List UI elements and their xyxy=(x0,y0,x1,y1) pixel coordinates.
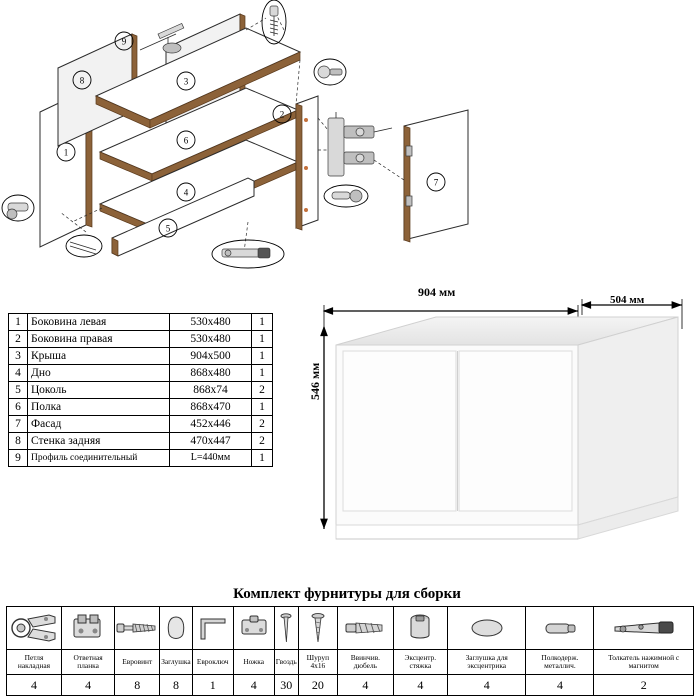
row-no: 7 xyxy=(9,416,28,433)
row-qty: 1 xyxy=(252,399,273,416)
cam-cap-icon xyxy=(467,614,507,642)
row-qty: 2 xyxy=(252,416,273,433)
row-qty: 2 xyxy=(252,433,273,450)
callout-3-label: 3 xyxy=(183,76,189,87)
row-size: 530x480 xyxy=(170,331,252,348)
table-row xyxy=(9,365,273,382)
kit-cell-icon xyxy=(447,607,525,650)
row-name: Цоколь xyxy=(28,382,170,399)
row-no: 2 xyxy=(9,331,28,348)
cap-plug-icon xyxy=(161,612,191,644)
hinge-plate-icon xyxy=(68,609,108,647)
kit-cell-icon xyxy=(393,607,447,650)
magnetic-catch-detail xyxy=(212,240,284,268)
table-row xyxy=(9,416,273,433)
depth-dimension-label: 504 мм xyxy=(610,294,645,306)
table-row xyxy=(9,450,273,467)
kit-cell-icon xyxy=(338,607,394,650)
row-name: Дно xyxy=(28,365,170,382)
kit-cell-icon xyxy=(160,607,192,650)
magnetic-catch-icon xyxy=(611,615,677,641)
row-no: 6 xyxy=(9,399,28,416)
kit-cell-icon xyxy=(594,607,694,650)
cam-lock-detail xyxy=(314,59,346,85)
euro-screw-detail xyxy=(262,0,286,44)
row-name: Боковина правая xyxy=(28,331,170,348)
kit-cell-label: Петля накладная xyxy=(7,650,62,675)
kit-cell-count: 4 xyxy=(338,675,394,696)
kit-cell-count: 4 xyxy=(526,675,594,696)
width-dimension-label: 904 мм xyxy=(418,285,456,299)
cabinet-door-right xyxy=(459,351,572,511)
cabinet-door-left xyxy=(343,351,456,511)
kit-cell-count: 4 xyxy=(447,675,525,696)
row-no: 5 xyxy=(9,382,28,399)
kit-cell-label: Заглушка для эксцентрика xyxy=(447,650,525,675)
row-name: Крыша xyxy=(28,348,170,365)
kit-cell-label: Шуруп 4х16 xyxy=(298,650,337,675)
row-no: 9 xyxy=(9,450,28,467)
callout-7-label: 7 xyxy=(433,177,439,188)
shelf-support-icon xyxy=(540,614,580,642)
row-size: L=440мм xyxy=(170,450,252,467)
callout-8a-label: 8 xyxy=(79,75,85,86)
part-connecting-profile xyxy=(140,23,184,53)
row-qty: 1 xyxy=(252,348,273,365)
row-name: Профиль соединительный xyxy=(28,450,170,467)
kit-cell-count: 4 xyxy=(7,675,62,696)
kit-cell-label: Евровинт xyxy=(115,650,160,675)
row-size: 530x480 xyxy=(170,314,252,331)
row-size: 904x500 xyxy=(170,348,252,365)
kit-cell-label: Ответная планка xyxy=(61,650,114,675)
kit-cell-icon xyxy=(7,607,62,650)
kit-cell-icon xyxy=(115,607,160,650)
hardware-kit-title: Комплект фурнитуры для сборки xyxy=(233,586,461,602)
kit-cell-icon xyxy=(274,607,298,650)
cabinet-plinth xyxy=(336,525,578,539)
kit-cell-label: Толкатель нажимной с магнитом xyxy=(594,650,694,675)
cabinet-render xyxy=(310,285,690,555)
row-name: Стенка задняя xyxy=(28,433,170,450)
exploded-diagram-svg xyxy=(0,0,694,285)
callout-4-label: 4 xyxy=(183,187,189,198)
part-facade xyxy=(404,110,468,242)
kit-cell-label: Заглушка xyxy=(160,650,192,675)
kit-cell-label: Ввинчив. дюбель xyxy=(338,650,394,675)
hinge-detail-group xyxy=(328,112,392,176)
overlay-hinge-icon xyxy=(9,609,59,647)
row-no: 1 xyxy=(9,314,28,331)
callout-9-label: 9 xyxy=(121,36,127,47)
kit-cell-icon xyxy=(298,607,337,650)
callout-2-label: 2 xyxy=(279,109,285,120)
kit-cell-count: 4 xyxy=(61,675,114,696)
row-size: 452x446 xyxy=(170,416,252,433)
cabinet-svg xyxy=(310,285,690,553)
row-size: 868x480 xyxy=(170,365,252,382)
table-row xyxy=(9,399,273,416)
row-size: 868x470 xyxy=(170,399,252,416)
kit-cell-label: Евроключ xyxy=(192,650,233,675)
row-qty: 1 xyxy=(252,450,273,467)
kit-cell-count: 20 xyxy=(298,675,337,696)
kit-cell-icon xyxy=(192,607,233,650)
table-row xyxy=(9,331,273,348)
row-name: Фасад xyxy=(28,416,170,433)
parts-table xyxy=(8,313,273,467)
leg-icon xyxy=(234,612,274,644)
kit-cell-count: 8 xyxy=(160,675,192,696)
row-qty: 2 xyxy=(252,382,273,399)
kit-cell-icon xyxy=(233,607,274,650)
row-no: 3 xyxy=(9,348,28,365)
row-size: 470x447 xyxy=(170,433,252,450)
table-row xyxy=(9,382,273,399)
dowel-icon xyxy=(342,614,388,642)
kit-cell-label: Полкодерж. металлич. xyxy=(526,650,594,675)
hardware-kit-table xyxy=(6,606,694,696)
leg-detail xyxy=(2,195,34,221)
kit-cell-label: Ножка xyxy=(233,650,274,675)
table-row xyxy=(9,314,273,331)
cabinet-side-face xyxy=(578,317,678,525)
kit-cell-count: 2 xyxy=(594,675,694,696)
nail-detail xyxy=(66,235,102,257)
kit-cell-label: Гвоздь xyxy=(274,650,298,675)
row-qty: 1 xyxy=(252,331,273,348)
part-side-right xyxy=(296,96,318,230)
kit-icons-row xyxy=(7,607,694,650)
row-name: Боковина левая xyxy=(28,314,170,331)
row-name: Полка xyxy=(28,399,170,416)
euro-key-icon xyxy=(193,611,233,645)
screw-icon xyxy=(308,610,328,646)
row-size: 868x74 xyxy=(170,382,252,399)
kit-cell-icon xyxy=(61,607,114,650)
height-dimension-label: 546 мм xyxy=(308,362,322,400)
kit-cell-count: 1 xyxy=(192,675,233,696)
row-qty: 1 xyxy=(252,365,273,382)
table-row xyxy=(9,433,273,450)
row-no: 4 xyxy=(9,365,28,382)
kit-cell-count: 4 xyxy=(233,675,274,696)
kit-cell-count: 4 xyxy=(393,675,447,696)
callout-1-label: 1 xyxy=(63,147,69,158)
cam-lock-icon xyxy=(405,611,435,645)
kit-labels-row xyxy=(7,650,694,675)
kit-cell-label: Эксцентр. стяжка xyxy=(393,650,447,675)
euro-screw-icon xyxy=(115,613,159,643)
callout-5-label: 5 xyxy=(165,223,171,234)
kit-cell-icon xyxy=(526,607,594,650)
kit-cell-count: 30 xyxy=(274,675,298,696)
table-row xyxy=(9,348,273,365)
kit-counts-row xyxy=(7,675,694,696)
kit-cell-count: 8 xyxy=(115,675,160,696)
row-no: 8 xyxy=(9,433,28,450)
shelf-support-detail xyxy=(324,185,368,207)
nail-icon xyxy=(278,610,294,646)
callout-6-label: 6 xyxy=(183,135,189,146)
exploded-assembly-diagram xyxy=(0,0,694,280)
row-qty: 1 xyxy=(252,314,273,331)
